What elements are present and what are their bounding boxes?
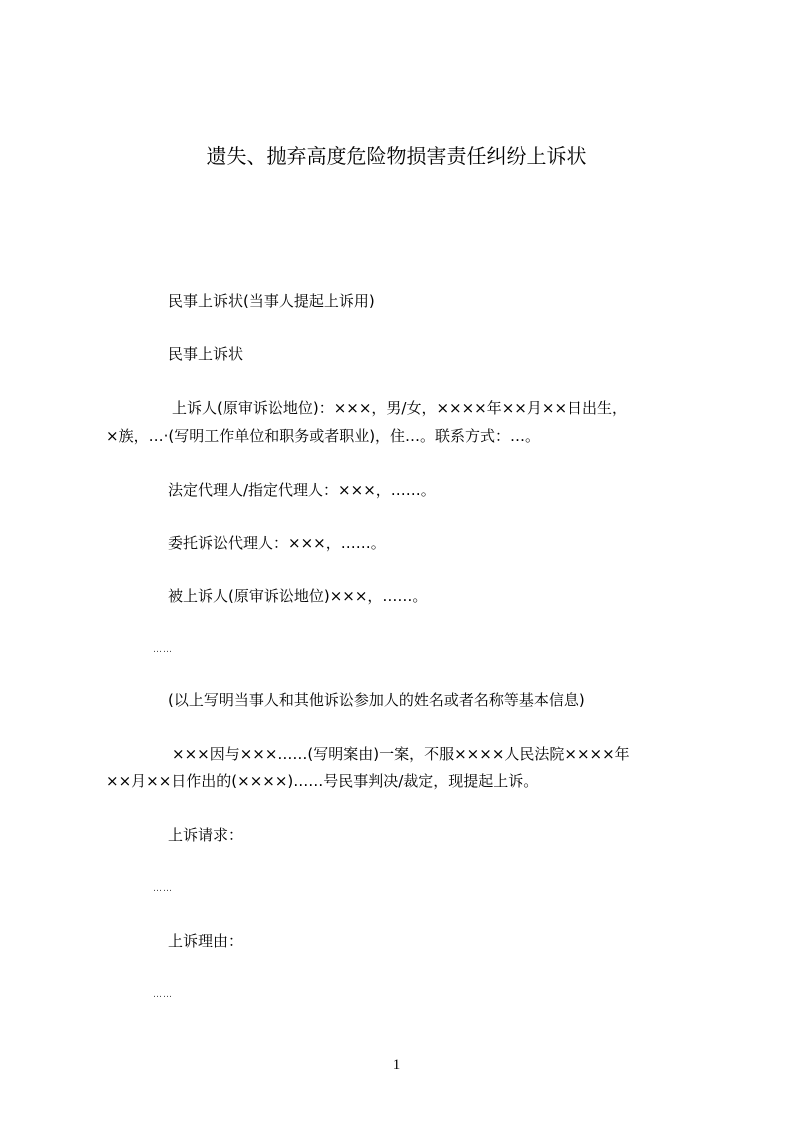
- document-heading: 民事上诉状: [168, 345, 244, 363]
- document-title: 遗失、抛弃高度危险物损害责任纠纷上诉状: [206, 144, 587, 168]
- ellipsis-1: ……: [153, 645, 173, 655]
- appellant-line-2: ×族，…·(写明工作单位和职务或者职业)，住…。联系方式：…。: [106, 427, 541, 445]
- info-note: (以上写明当事人和其他诉讼参加人的姓名或者名称等基本信息): [168, 691, 585, 709]
- form-note: 民事上诉状(当事人提起上诉用): [168, 292, 375, 310]
- entrusted-agent-line: 委托诉讼代理人：×××，……。: [168, 534, 386, 552]
- appellee-line: 被上诉人(原审诉讼地位)×××，……。: [168, 587, 428, 605]
- case-line-1: ×××因与×××……(写明案由)一案，不服××××人民法院××××年: [172, 745, 630, 763]
- ellipsis-2: ……: [153, 884, 173, 894]
- reasons-label: 上诉理由：: [168, 932, 244, 950]
- claims-label: 上诉请求：: [168, 826, 244, 844]
- appellant-line-1: 上诉人(原审诉讼地位)：×××，男/女，××××年××月××日出生，: [172, 399, 628, 417]
- legal-agent-line: 法定代理人/指定代理人：×××，……。: [168, 481, 436, 499]
- ellipsis-3: ……: [153, 990, 173, 1000]
- case-line-2: ××月××日作出的(××××)……号民事判决/裁定，现提起上诉。: [106, 772, 539, 790]
- page-number: 1: [392, 1057, 401, 1073]
